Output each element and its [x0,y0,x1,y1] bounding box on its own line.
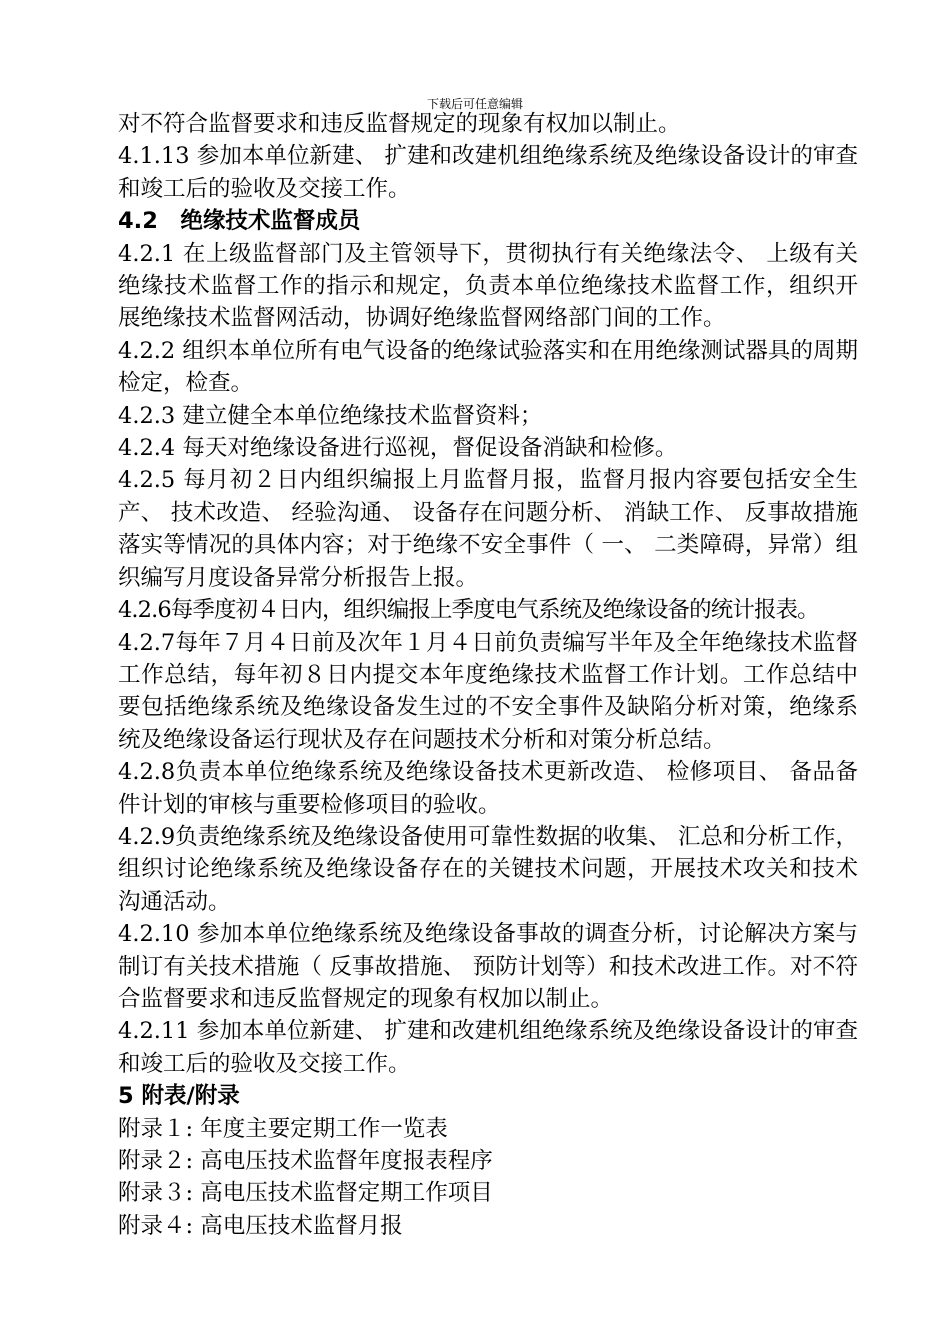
paragraph-4-2-4: 4.2.4 每天对绝缘设备进行巡视，督促设备消缺和检修。 [118,435,678,462]
paragraph-4-2-2: 4.2.2 组织本单位所有电气设备的绝缘试验落实和在用绝缘测试器具的周期检定，检查。 [118,337,858,397]
paragraph-4-2-3: 4.2.3 建立健全本单位绝缘技术监督资料； [118,402,543,429]
appendix-item-3: 附录３: 高电压技术监督定期工作项目 [118,1180,493,1207]
paragraph-4-2-8: 4.2.8负责本单位绝缘系统及绝缘设备技术更新改造、 检修项目、 备品备件计划的审核与重要检修项目的验收。 [118,759,858,818]
paragraph-4-2-10: 4.2.10 参加本单位绝缘系统及绝缘设备事故的调查分析，讨论解决方案与制订有关技术措施（ 反事故措施、 预防计划等）和技术改进工作。对不符合监督要求和违反监督规定的现象有权加以制止。 [118,921,858,1012]
document-body [118,108,858,1242]
appendix-item-1: 附录１: 年度主要定期工作一览表 [118,1115,448,1142]
paragraph-4-2-9: 4.2.9负责绝缘系统及绝缘设备使用可靠性数据的收集、 汇总和分析工作，组织讨论绝缘系统及绝缘设备存在的关键技术问题，开展技术攻关和技术沟通活动。 [118,823,858,915]
paragraph-continuation: 对不符合监督要求和违反监督规定的现象有权加以制止。 [118,111,681,137]
paragraph-4-2-5: 4.2.5 每月初２日内组织编报上月监督月报，监督月报内容要包括安全生产、 技术改造、 经验沟通、 设备存在问题分析、 消缺工作、 反事故措施落实等情况的具体内容；对于绝缘不安全事件（ 一、 二类障碍，异常）组织编写月度设备异常分析报告上报。 [118,467,858,591]
header-note: 下载后可任意编辑 [426,97,523,111]
appendix-item-2: 附录２: 高电压技术监督年度报表程序 [118,1148,493,1174]
paragraph-4-2-6: 4.2.6每季度初４日内，组织编报上季度电气系统及绝缘设备的统计报表。 [118,597,819,624]
paragraph-4-2-7: 4.2.7每年７月４日前及次年１月４日前负责编写半年及全年绝缘技术监督工作总结，每年初８日内提交本年度绝缘技术监督工作计划。工作总结中要包括绝缘系统及绝缘设备发生过的不安全事件及缺陷分析对策，绝缘系统及绝缘设备运行现状及存在问题技术分析和对策分析总结。 [118,629,858,753]
paragraph-4-1-13: 4.1.13 参加本单位新建、 扩建和改建机组绝缘系统及绝缘设备设计的审查和竣工后的验收及交接工作。 [118,143,858,202]
section-heading-5: 5 附表/附录 [118,1083,240,1110]
paragraph-4-2-11: 4.2.11 参加本单位新建、 扩建和改建机组绝缘系统及绝缘设备设计的审查和竣工后的验收及交接工作。 [118,1018,858,1077]
appendix-item-4: 附录４: 高电压技术监督月报 [118,1212,403,1239]
paragraph-4-2-1: 4.2.1 在上级监督部门及主管领导下，贯彻执行有关绝缘法令、 上级有关绝缘技术监督工作的指示和规定，负责本单位绝缘技术监督工作，组织开展绝缘技术监督网活动，协调好绝缘监督网络部门间的工作。 [118,240,858,332]
section-heading-4-2: 4.2 绝缘技术监督成员 [118,208,361,235]
